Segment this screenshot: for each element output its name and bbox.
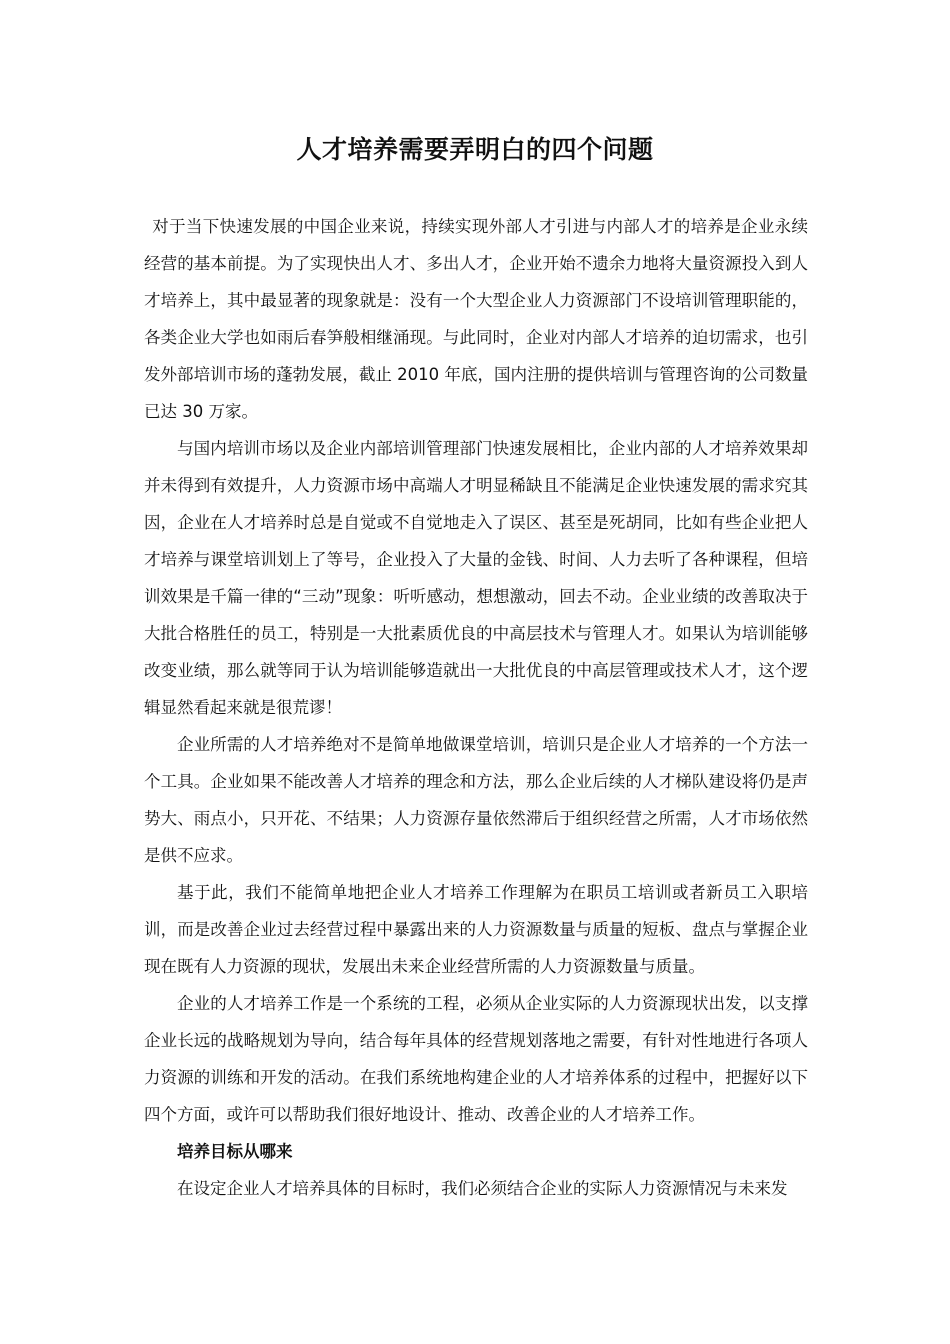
paragraph-system-project: 企业的人才培养工作是一个系统的工程，必须从企业实际的人力资源现状出发，以支撑企业长远的战略规划为导向，结合每年具体的经营规划落地之需要，有针对性地进行各项人力资源的训练和开发的活动。在我们系统地构建企业的人才培养体系的过程中，把握好以下四个方面，或许可以帮助我们很好地设计、推动、改善企业的人才培养工作。 bbox=[144, 994, 808, 1124]
paragraph-section-start: 在设定企业人才培养具体的目标时，我们必须结合企业的实际人力资源情况与未来发 bbox=[177, 1179, 788, 1198]
paragraph-not-just-training: 企业所需的人才培养绝对不是简单地做课堂培训，培训只是企业人才培养的一个方法一个工具。企业如果不能改善人才培养的理念和方法，那么企业后续的人才梯队建设将仍是声势大、雨点小，只开花、不结果；人力资源存量依然滞后于组织经营之所需，人才市场依然是供不应求。 bbox=[144, 735, 808, 865]
document-body bbox=[144, 208, 808, 1207]
paragraph-based-on-this: 基于此，我们不能简单地把企业人才培养工作理解为在职员工培训或者新员工入职培训，而是改善企业过去经营过程中暴露出来的人力资源数量与质量的短板、盘点与掌握企业现在既有人力资源的现状，发展出未来企业经营所需的人力资源数量与质量。 bbox=[144, 883, 808, 976]
section-heading: 培养目标从哪来 bbox=[177, 1142, 293, 1161]
paragraph-training-market: 与国内培训市场以及企业内部培训管理部门快速发展相比，企业内部的人才培养效果却并未得到有效提升，人力资源市场中高端人才明显稀缺且不能满足企业快速发展的需求究其因，企业在人才培养时总是自觉或不自觉地走入了误区、甚至是死胡同，比如有些企业把人才培养与课堂培训划上了等号，企业投入了大量的金钱、时间、人力去听了各种课程，但培训效果是千篇一律的“三动”现象：听听感动，想想激动，回去不动。企业业绩的改善取决于大批合格胜任的员工，特别是一大批素质优良的中高层技术与管理人才。如果认为培训能够改变业绩，那么就等同于认为培训能够造就出一大批优良的中高层管理或技术人才，这个逻辑显然看起来就是很荒谬！ bbox=[144, 439, 808, 717]
paragraph-intro: 对于当下快速发展的中国企业来说，持续实现外部人才引进与内部人才的培养是企业永续经营的基本前提。为了实现快出人才、多出人才，企业开始不遗余力地将大量资源投入到人才培养上，其中最显著的现象就是：没有一个大型企业人力资源部门不设培训管理职能的，各类企业大学也如雨后春笋般相继涌现。与此同时，企业对内部人才培养的迫切需求，也引发外部培训市场的蓬勃发展，截止 2010 年底，国内注册的提供培训与管理咨询的公司数量已达 30 万家。 bbox=[144, 217, 808, 421]
document-title: 人才培养需要弄明白的四个问题 bbox=[296, 135, 654, 164]
